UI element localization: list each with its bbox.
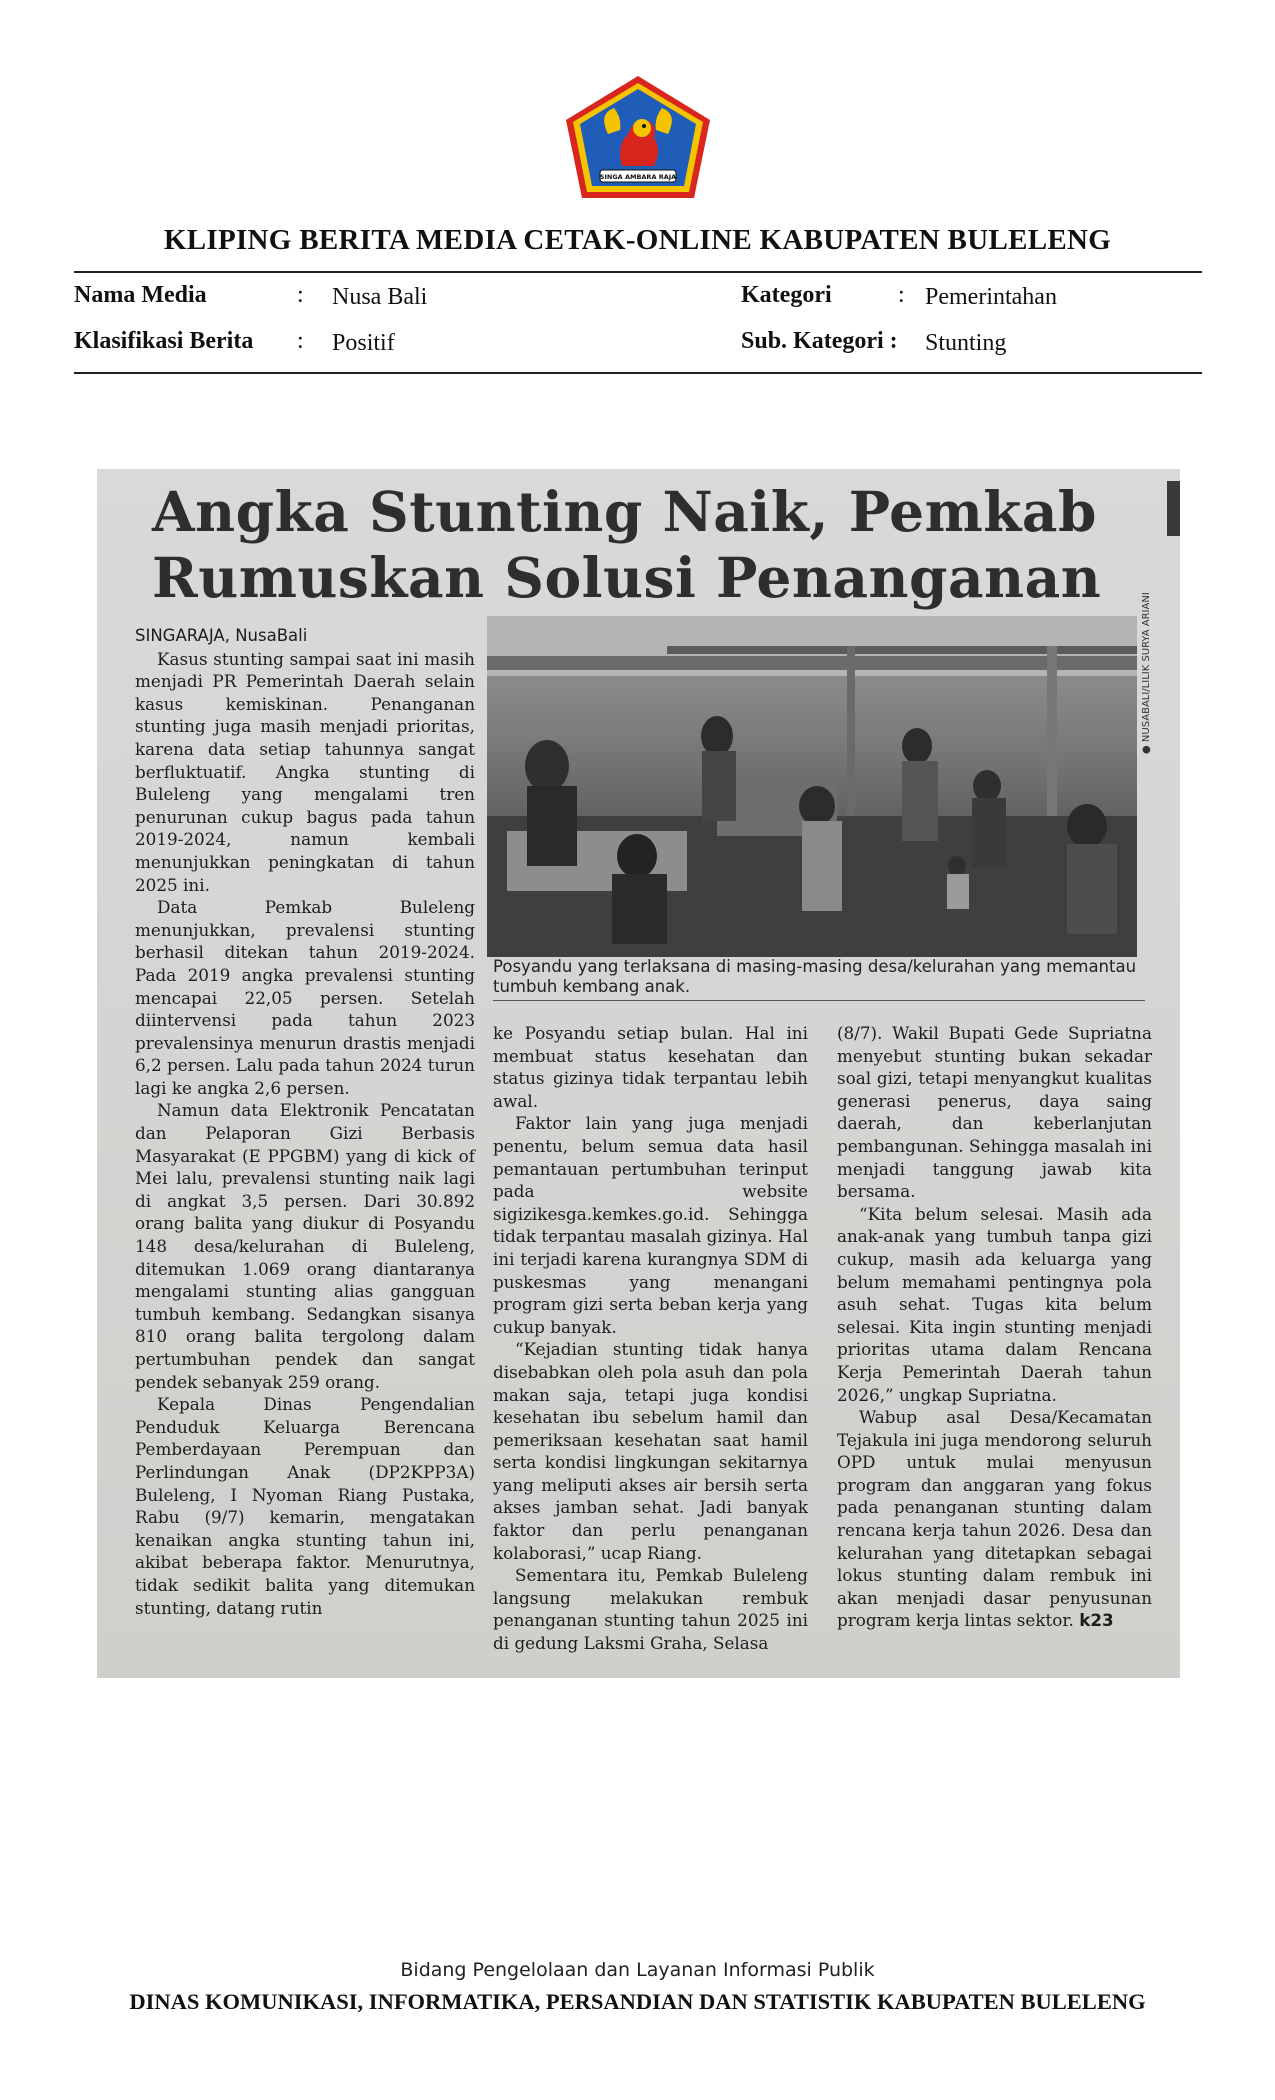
- headline-line-1: Angka Stunting Naik, Pemkab: [152, 479, 1097, 544]
- article-paragraph: ke Posyandu setiap bulan. Hal ini membuat status kesehatan dan status gizinya tidak terpantau lebih awal.: [493, 1023, 808, 1111]
- nama-media-value: Nusa Bali: [332, 284, 428, 310]
- footer-agency: DINAS KOMUNIKASI, INFORMATIKA, PERSANDIAN DAN STATISTIK KABUPATEN BULELENG: [129, 1989, 1146, 2014]
- page-title: KLIPING BERITA MEDIA CETAK-ONLINE KABUPATEN BULELENG: [163, 224, 1112, 256]
- article-column-2: [493, 1022, 808, 1655]
- posyandu-photo: [487, 616, 1137, 957]
- article-paragraph: Namun data Elektronik Pencatatan dan Pelaporan Gizi Berbasis Masyarakat (E PPGBM) yang di kick of Mei lalu, prevalensi stunting naik lagi di angkat 3,5 persen. Dari 30.892 orang balita yang diukur di Posyandu 148 desa/kelurahan di Buleleng, ditemukan 1.069 orang diantaranya mengalami stunting alias gangguan tumbuh kembang. Sedangkan sisanya 810 orang balita tergolong dalam pertumbuhan pendek dan sangat pendek sebanyak 259 orang.: [135, 1100, 475, 1392]
- photo-caption: Posyandu yang terlaksana di masing-masing desa/kelurahan yang memantau tumbuh kembang anak.: [493, 957, 1137, 996]
- klasifikasi-value: Positif: [332, 330, 395, 356]
- header-bottom-divider: [74, 372, 1202, 374]
- klasifikasi-separator: :: [297, 328, 304, 354]
- kategori-label: Kategori: [741, 282, 832, 308]
- headline-line-2: Rumuskan Solusi Penanganan: [152, 545, 1102, 610]
- kategori-value: Pemerintahan: [925, 284, 1057, 310]
- regency-emblem-logo: [562, 74, 714, 200]
- article-paragraph: Data Pemkab Buleleng menunjukkan, prevalensi stunting berhasil ditekan tahun 2019-2024. Pada 2019 angka prevalensi stunting mencapai 22,05 persen. Setelah diintervensi pada tahun 2023 prevalensinya menurun drastis menjadi 6,2 persen. Lalu pada tahun 2024 turun lagi ke angka 2,6 persen.: [135, 897, 475, 1098]
- author-signature: k23: [1079, 1610, 1114, 1631]
- article-paragraph: “Kita belum selesai. Masih ada anak-anak yang tumbuh tanpa gizi cukup, masih ada keluarga yang belum memahami pentingnya pola asuh sehat. Tugas kita belum selesai. Kita ingin stunting menjadi prioritas utama dalam Rencana Kerja Pemerintah Daerah tahun 2026,” ungkap Supriatna.: [837, 1203, 1152, 1405]
- article-paragraph: Kasus stunting sampai saat ini masih menjadi PR Pemerintah Daerah selain kasus kemiskinan. Penanganan stunting juga masih menjadi prioritas, karena data setiap tahunnya sangat berfluktuatif. Angka stunting di Buleleng yang mengalami tren penurunan cukup bagus pada tahun 2019-2024, namun kembali menunjukkan peningkatan di tahun 2025 ini.: [135, 648, 475, 895]
- article-dateline: SINGARAJA, NusaBali: [135, 626, 308, 645]
- article-paragraph: Kepala Dinas Pengendalian Penduduk Keluarga Berencana Pemberdayaan Perempuan dan Perlindungan Anak (DP2KPP3A) Buleleng, I Nyoman Riang Pustaka, Rabu (9/7) kemarin, mengatakan kenaikan angka stunting tahun ini, akibat beberapa faktor. Menurutnya, tidak sedikit balita yang ditemukan stunting, datang rutin: [135, 1394, 475, 1618]
- article-paragraph: Sementara itu, Pemkab Buleleng langsung melakukan rembuk penanganan stunting tahun 2025 ini di gedung Laksmi Graha, Selasa: [493, 1565, 808, 1654]
- sub-kategori-value: Stunting: [925, 330, 1007, 356]
- nama-media-label: Nama Media: [74, 282, 207, 308]
- newspaper-clipping: [97, 469, 1180, 1678]
- article-paragraph: Faktor lain yang juga menjadi penentu, belum semua data hasil pemantauan pertumbuhan terinput pada website sigizikesga.kemkes.go.id. Sehingga tidak terpantau masalah gizinya. Hal ini terjadi karena kurangnya SDM di puskesmas yang menangani program gizi serta beban kerja yang cukup banyak.: [493, 1113, 808, 1337]
- caption-rule: [493, 1000, 1145, 1001]
- article-paragraph: “Kejadian stunting tidak hanya disebabkan oleh pola asuh dan pola makan saja, tetapi juga kondisi kesehatan ibu sebelum hamil dan pemeriksaan kesehatan saat hamil serta kondisi lingkungan sekitarnya yang meliputi akses air bersih serta akses jamban sehat. Jadi banyak faktor dan perlu penanganan kolaborasi,” ucap Riang.: [493, 1339, 808, 1563]
- sub-kategori-label: Sub. Kategori :: [741, 328, 898, 354]
- article-paragraph: [837, 1406, 1152, 1632]
- footer-division: Bidang Pengelolaan dan Layanan Informasi Publik: [400, 1959, 875, 1981]
- article-paragraph-text: Wabup asal Desa/Kecamatan Tejakula ini juga mendorong seluruh OPD untuk mulai menyusun program dan anggaran yang fokus pada penanganan stunting dalam rencana kerja tahun 2026. Desa dan kelurahan yang ditetapkan sebagai lokus stunting dalam rembuk ini akan menjadi dasar penyusunan program kerja lintas sektor.: [837, 1407, 1152, 1631]
- kategori-separator: :: [898, 282, 905, 308]
- article-column-1: [135, 625, 475, 1619]
- article-headline: [152, 479, 1152, 611]
- article-paragraph: (8/7). Wakil Bupati Gede Supriatna menyebut stunting bukan sekadar soal gizi, tetapi menyangkut kualitas generasi penerus, daya saing daerah, dan keberlanjutan pembangunan. Sehingga masalah ini menjadi tanggung jawab kita bersama.: [837, 1023, 1152, 1202]
- klasifikasi-label: Klasifikasi Berita: [74, 328, 254, 354]
- header-top-divider: [74, 271, 1202, 273]
- article-column-3: [837, 1022, 1152, 1632]
- logo-motto: SINGA AMBARA RAJA: [599, 173, 677, 181]
- nama-media-separator: :: [297, 282, 304, 308]
- adjacent-article-edge: [1167, 481, 1180, 536]
- photo-credit: ● NUSABALI/LILIK SURYA ARIANI: [1141, 592, 1152, 754]
